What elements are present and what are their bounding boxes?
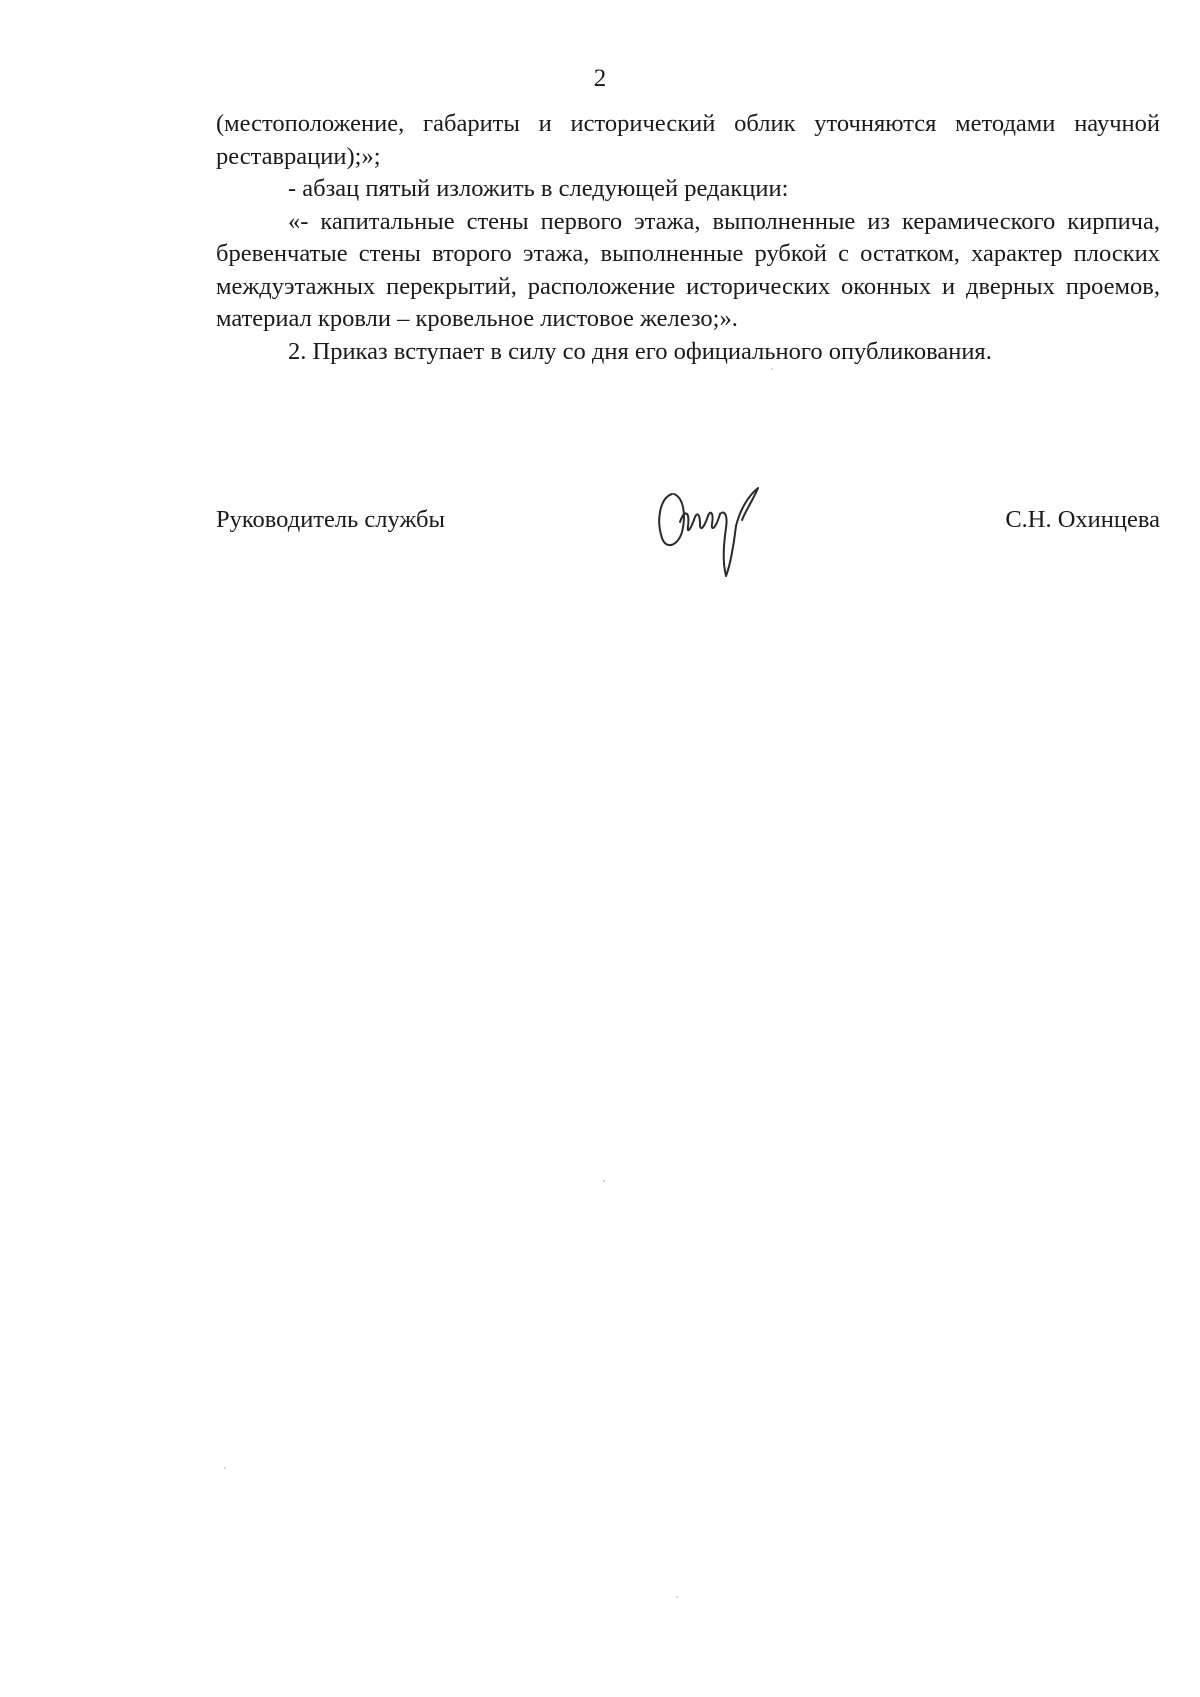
scan-speck: [676, 1596, 678, 1598]
scan-speck: [224, 1467, 226, 1469]
document-body: [216, 108, 1160, 368]
scan-speck: [603, 1180, 605, 1182]
signatory-title: Руководитель службы: [216, 506, 445, 533]
page-number: 2: [593, 65, 607, 92]
paragraph-instruction: - абзац пятый изложить в следующей редакции:: [288, 175, 789, 202]
signatory-name: С.Н. Охинцева: [1005, 506, 1160, 533]
paragraph-continuation: (местоположение, габариты и исторический облик уточняются методами научной реставрации);»;: [216, 110, 1160, 170]
handwritten-signature: [650, 480, 780, 580]
paragraph-effective-date: 2. Приказ вступает в силу со дня его официального опубликования.: [288, 337, 992, 365]
paragraph-amendment: «- капитальные стены первого этажа, выполненные из керамического кирпича, бревенчатые стены второго этажа, выполненные рубкой с остатком, характер плоских междуэтажных перекрытий, расположение исторических оконных и дверных проемов, материал кровли – кровельное листовое железо;».: [216, 207, 1160, 332]
scan-speck: [771, 368, 773, 370]
